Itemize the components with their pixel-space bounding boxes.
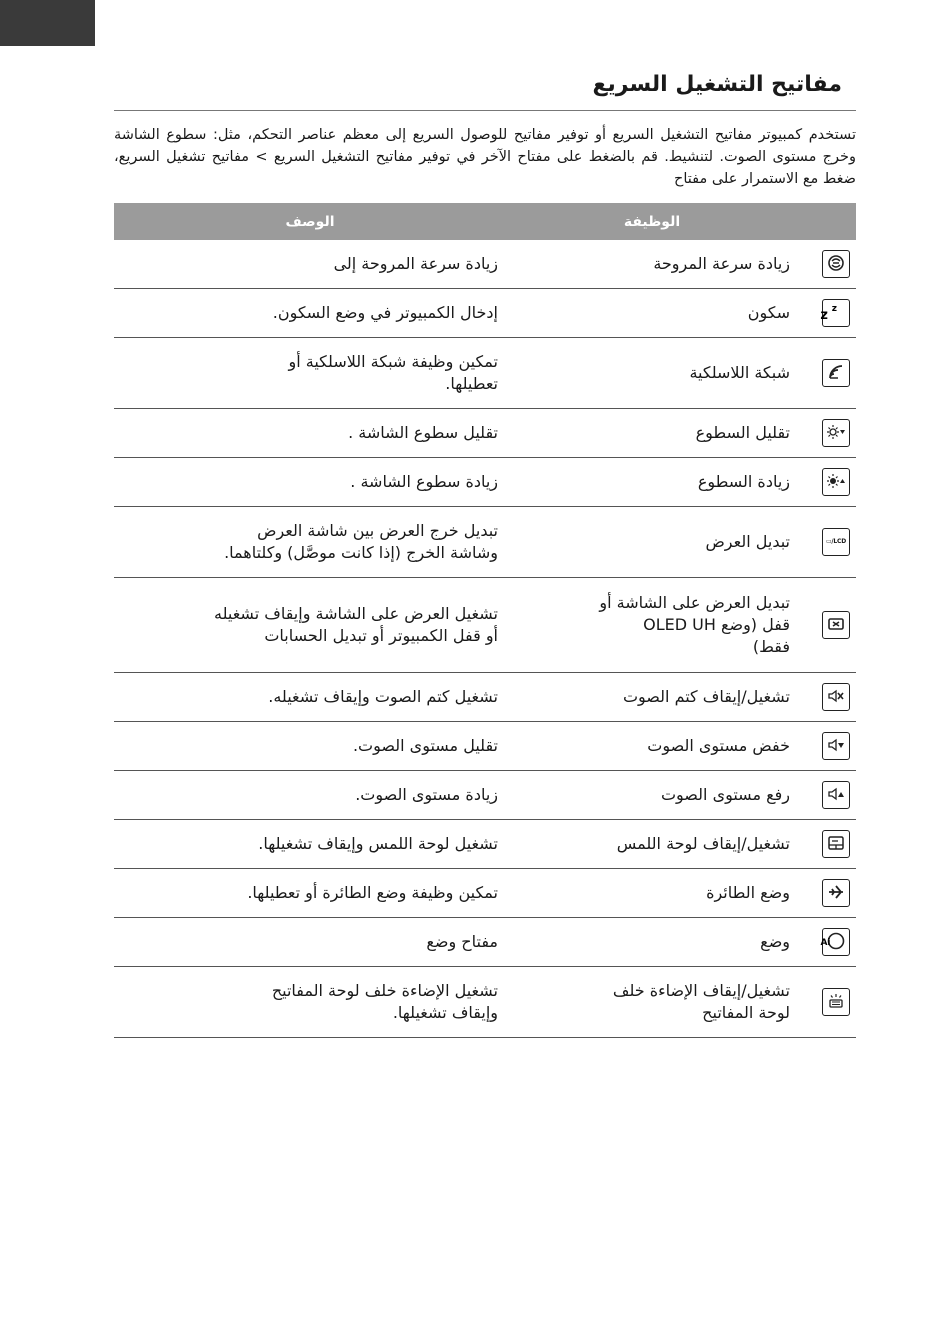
description-cell: زيادة سطوع الشاشة . — [114, 458, 506, 507]
title-divider — [114, 110, 856, 111]
description-cell: تشغيل العرض على الشاشة وإيقاف تشغيله أو قفل الكمبيوتر أو تبديل الحسابات — [114, 578, 506, 673]
function-cell: زيادة السطوع — [506, 458, 798, 507]
description-cell: زيادة سرعة المروحة إلى — [114, 240, 506, 289]
description-cell: مفتاح وضع — [114, 918, 506, 967]
description-cell: تشغيل الإضاءة خلف لوحة المفاتيح وإيقاف تشغيلها. — [114, 967, 506, 1038]
acer-logo-icon — [822, 250, 850, 278]
hotkeys-table — [114, 203, 856, 1038]
ai-mode-icon — [822, 928, 850, 956]
function-header: الوظيفة — [506, 203, 798, 240]
description-cell: تقليل سطوع الشاشة . — [114, 409, 506, 458]
description-header: الوصف — [114, 203, 506, 240]
table-row — [114, 967, 856, 1038]
description-cell: تشغيل كتم الصوت وإيقاف تشغيله. — [114, 673, 506, 722]
function-cell: وضع الطائرة — [506, 869, 798, 918]
chapter-tab — [0, 0, 95, 46]
svg-text:Ai: Ai — [820, 938, 831, 948]
table-row — [114, 869, 856, 918]
table-row — [114, 338, 856, 409]
display-toggle-icon: LCD/▭ — [822, 528, 850, 556]
svg-text:z: z — [820, 308, 828, 323]
page-title: مفاتيح التشغيل السريع — [592, 72, 842, 97]
keyboard-backlight-icon — [822, 988, 850, 1016]
svg-text:z: z — [831, 304, 837, 314]
function-cell: تشغيل/إيقاف كتم الصوت — [506, 673, 798, 722]
description-cell: تقليل مستوى الصوت. — [114, 722, 506, 771]
description-cell: زيادة مستوى الصوت. — [114, 771, 506, 820]
table-row — [114, 578, 856, 673]
wireless-icon — [822, 359, 850, 387]
mute-icon — [822, 683, 850, 711]
function-cell: زيادة سرعة المروحة — [506, 240, 798, 289]
table-row — [114, 820, 856, 869]
brightness-up-icon — [822, 468, 850, 496]
function-cell: تبديل العرض على الشاشة أو قفل (وضع OLED UH فقط) — [506, 578, 798, 673]
function-cell: شبكة اللاسلكية — [506, 338, 798, 409]
description-cell: تمكين وظيفة وضع الطائرة أو تعطيلها. — [114, 869, 506, 918]
volume-up-icon — [822, 781, 850, 809]
table-row — [114, 507, 856, 578]
brightness-down-icon — [822, 419, 850, 447]
table-row — [114, 240, 856, 289]
description-cell: إدخال الكمبيوتر في وضع السكون. — [114, 289, 506, 338]
table-row — [114, 289, 856, 338]
description-cell: تمكين وظيفة شبكة اللاسلكية أو تعطيلها. — [114, 338, 506, 409]
icon-header — [798, 203, 856, 240]
table-row — [114, 409, 856, 458]
table-header-row — [114, 203, 856, 240]
touchpad-icon — [822, 830, 850, 858]
table-row — [114, 771, 856, 820]
function-cell: تقليل السطوع — [506, 409, 798, 458]
function-cell: خفض مستوى الصوت — [506, 722, 798, 771]
function-cell: تشغيل/إيقاف الإضاءة خلف لوحة المفاتيح — [506, 967, 798, 1038]
table-row — [114, 918, 856, 967]
function-cell: تبديل العرض — [506, 507, 798, 578]
volume-down-icon — [822, 732, 850, 760]
airplane-mode-icon — [822, 879, 850, 907]
table-row — [114, 458, 856, 507]
sleep-icon — [822, 299, 850, 327]
table-row — [114, 722, 856, 771]
function-cell: سكون — [506, 289, 798, 338]
function-cell: تشغيل/إيقاف لوحة اللمس — [506, 820, 798, 869]
description-cell: تبديل خرج العرض بين شاشة العرض وشاشة الخرج (إذا كانت موصَّل) وكلتاهما. — [114, 507, 506, 578]
intro-paragraph: تستخدم كمبيوتر مفاتيح التشغيل السريع أو توفير مفاتيح للوصول السريع إلى معظم عناصر التحكم، مثل: سطوع الشاشة وخرج مستوى الصوت. لتنشيط. قم بالضغط على مفتاح الآخر في توفير مفاتيح التشغيل السريع > مفاتيح تشغيل السريع، ضغط مع الاستمرار على مفتاح — [114, 127, 856, 187]
function-cell: رفع مستوى الصوت — [506, 771, 798, 820]
table-row — [114, 673, 856, 722]
function-cell: وضع — [506, 918, 798, 967]
description-cell: تشغيل لوحة اللمس وإيقاف تشغيلها. — [114, 820, 506, 869]
display-off-icon — [822, 611, 850, 639]
